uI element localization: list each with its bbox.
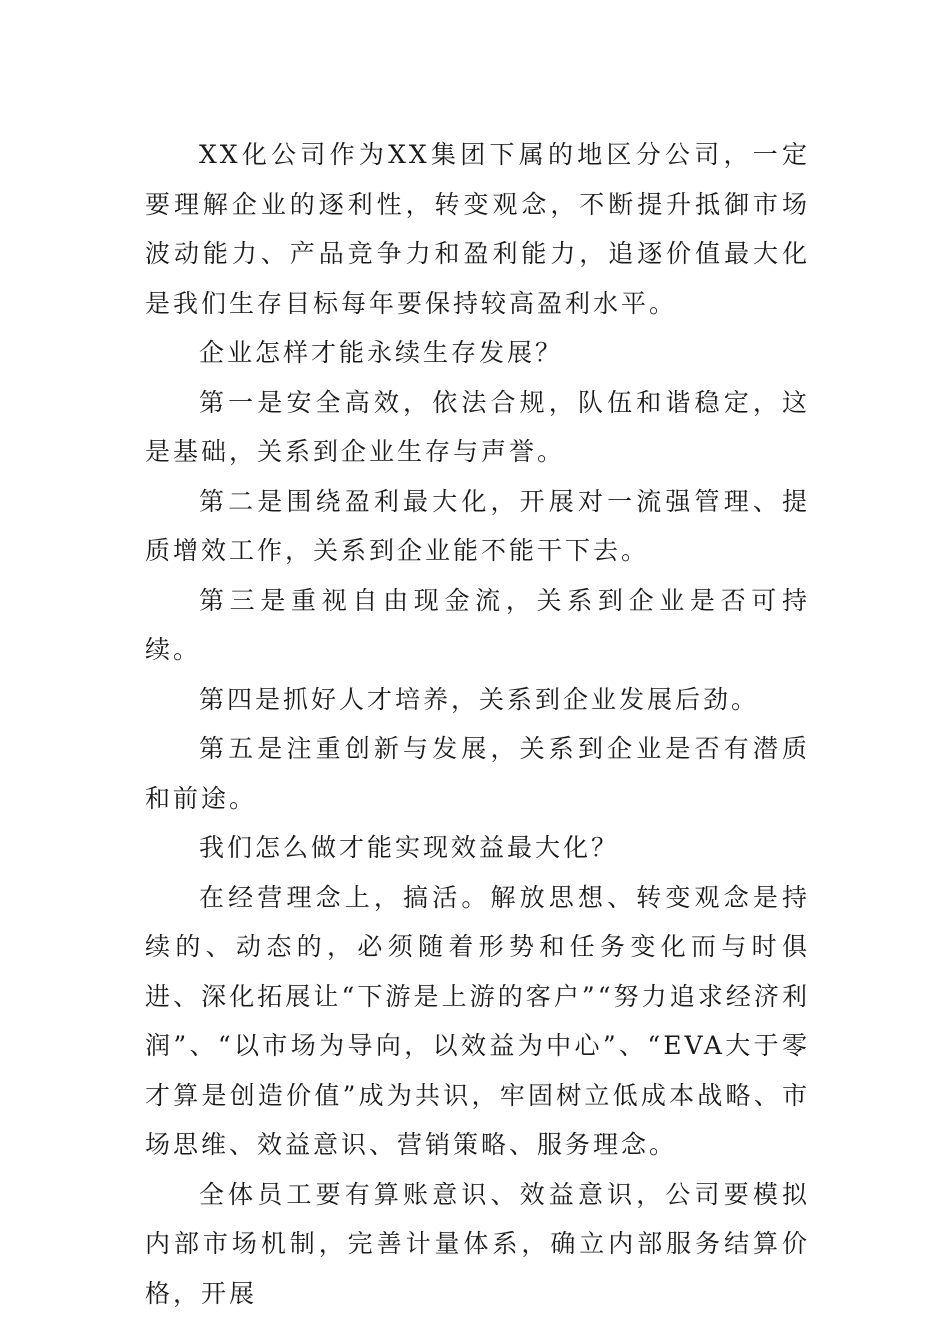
paragraph-5: 第三是重视自由现金流，关系到企业是否可持续。: [145, 585, 810, 664]
paragraph-6: 第四是抓好人才培养，关系到企业发展后劲。: [199, 684, 760, 714]
document-body: [145, 130, 810, 1318]
paragraph-10: 全体员工要有算账意识、效益意识，公司要模拟内部市场机制，完善计量体系，确立内部服务结算价格，开展: [145, 1179, 810, 1308]
paragraph-4: 第二是围绕盈利最大化，开展对一流强管理、提质增效工作，关系到企业能不能干下去。: [145, 486, 810, 565]
paragraph-9: 在经营理念上，搞活。解放思想、转变观念是持续的、动态的，必须随着形势和任务变化而与时俱进、深化拓展让“下游是上游的客户”“努力追求经济利润”、“以市场为导向，以效益为中心”、“EVA大于零才算是创造价值”成为共识，牢固树立低成本战略、市场思维、效益意识、营销策略、服务理念。: [145, 882, 810, 1159]
paragraph-8: 我们怎么做才能实现效益最大化？: [199, 833, 620, 862]
paragraph-3: 第一是安全高效，依法合规，队伍和谐稳定，这是基础，关系到企业生存与声誉。: [145, 387, 810, 466]
paragraph-1: XX化公司作为XX集团下属的地区分公司，一定要理解企业的逐利性，转变观念，不断提升抵御市场波动能力、产品竞争力和盈利能力，追逐价值最大化是我们生存目标每年要保持较高盈利水平。: [145, 140, 810, 318]
paragraph-2: 企业怎样才能永续生存发展？: [199, 338, 564, 367]
paragraph-7: 第五是注重创新与发展，关系到企业是否有潜质和前途。: [145, 734, 810, 813]
